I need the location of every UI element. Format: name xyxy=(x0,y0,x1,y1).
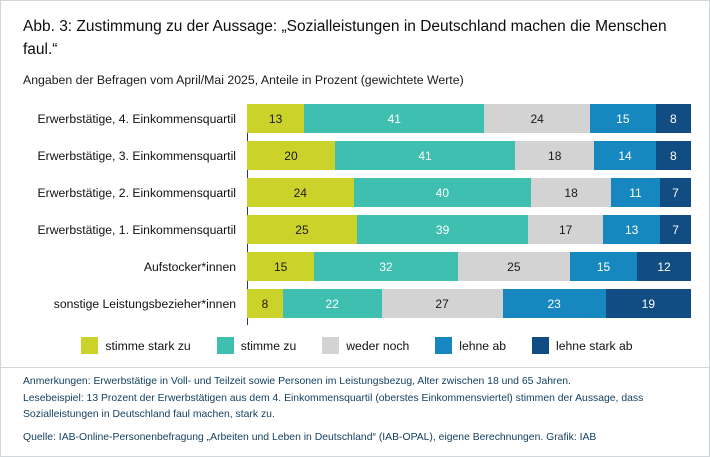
stacked-bar xyxy=(247,104,691,133)
bar-segment: 14 xyxy=(594,141,656,170)
legend-swatch xyxy=(322,337,339,354)
legend-item xyxy=(217,337,297,354)
legend-item xyxy=(322,337,409,354)
notes-line-1: Anmerkungen: Erwerbstätige in Voll- und Teilzeit sowie Personen im Leistungsbezug, Alter zwischen 18 und 65 Jahren. xyxy=(23,376,571,387)
stacked-bar xyxy=(247,141,691,170)
bar-segment: 18 xyxy=(531,178,611,207)
stacked-bar xyxy=(247,178,691,207)
legend-label: lehne ab xyxy=(459,338,507,353)
bar-segment: 11 xyxy=(611,178,660,207)
bar-segment: 19 xyxy=(606,289,691,318)
stacked-bar-chart xyxy=(23,104,691,331)
figure-subtitle: Angaben der Befragen vom April/Mai 2025, Anteile in Prozent (gewichtete Werte) xyxy=(23,73,464,87)
bar-segment: 15 xyxy=(590,104,656,133)
bar-row-label: Aufstocker*innen xyxy=(143,259,236,274)
bar-segment: 7 xyxy=(660,215,691,244)
bar-segment: 15 xyxy=(570,252,637,281)
figure-source: Quelle: IAB-Online-Personenbefragung „Arbeiten und Leben in Deutschland“ (IAB-OPAL), eigene Berechnungen. Grafik: IAB xyxy=(23,432,597,443)
bar-segment: 27 xyxy=(382,289,503,318)
legend-item xyxy=(81,337,190,354)
legend-item xyxy=(532,337,633,354)
bar-segment: 18 xyxy=(515,141,594,170)
bar-segment: 8 xyxy=(656,104,691,133)
bar-row-label: Erwerbstätige, 4. Einkommensquartil xyxy=(37,111,236,126)
bar-segment: 17 xyxy=(528,215,603,244)
figure-notes xyxy=(23,375,691,425)
stacked-bar xyxy=(247,252,691,281)
legend-label: lehne stark ab xyxy=(556,338,633,353)
bar-row xyxy=(23,289,691,318)
bar-segment: 23 xyxy=(503,289,606,318)
legend-swatch xyxy=(81,337,98,354)
stacked-bar xyxy=(247,289,691,318)
legend-label: stimme zu xyxy=(240,338,297,353)
stacked-bar xyxy=(247,215,691,244)
bar-segment: 25 xyxy=(458,252,570,281)
legend-swatch xyxy=(217,337,234,354)
notes-line-2: Lesebeispiel: 13 Prozent der Erwerbstätigen aus dem 4. Einkommensquartil (oberstes Einkommensviertel) stimmen der Aussage, dass xyxy=(23,392,644,404)
chart-legend xyxy=(23,337,691,354)
legend-label: stimme stark zu xyxy=(105,338,191,353)
bar-segment: 40 xyxy=(354,178,532,207)
bar-segment: 41 xyxy=(335,141,515,170)
bar-row-label: Erwerbstätige, 3. Einkommensquartil xyxy=(37,148,236,163)
bar-segment: 12 xyxy=(637,252,691,281)
bar-segment: 8 xyxy=(656,141,691,170)
bar-row xyxy=(23,104,691,133)
bar-segment: 25 xyxy=(247,215,357,244)
bar-segment: 24 xyxy=(484,104,590,133)
legend-item xyxy=(435,337,506,354)
bar-segment: 32 xyxy=(314,252,458,281)
notes-line-3: Sozialleistungen in Deutschland faul machen, stark zu. xyxy=(23,409,275,421)
bar-row xyxy=(23,215,691,244)
legend-swatch xyxy=(435,337,452,354)
bar-row xyxy=(23,141,691,170)
bar-segment: 8 xyxy=(247,289,283,318)
bar-segment: 24 xyxy=(247,178,354,207)
bar-segment: 13 xyxy=(603,215,660,244)
bar-segment: 20 xyxy=(247,141,335,170)
bar-segment: 41 xyxy=(304,104,484,133)
bar-segment: 15 xyxy=(247,252,314,281)
bar-rows xyxy=(23,104,691,326)
bar-row-label: sonstige Leistungsbezieher*innen xyxy=(53,296,236,311)
legend-swatch xyxy=(532,337,549,354)
figure-title: Abb. 3: Zustimmung zu der Aussage: „Sozialleistungen in Deutschland machen die Menschen faul.“ xyxy=(23,18,667,58)
bar-row xyxy=(23,178,691,207)
footer-divider xyxy=(1,367,709,368)
bar-segment: 13 xyxy=(247,104,304,133)
bar-segment: 39 xyxy=(357,215,528,244)
bar-row-label: Erwerbstätige, 1. Einkommensquartil xyxy=(37,222,236,237)
bar-row-label: Erwerbstätige, 2. Einkommensquartil xyxy=(37,185,236,200)
bar-segment: 22 xyxy=(283,289,382,318)
bar-segment: 7 xyxy=(660,178,691,207)
bar-row xyxy=(23,252,691,281)
legend-label: weder noch xyxy=(346,338,410,353)
